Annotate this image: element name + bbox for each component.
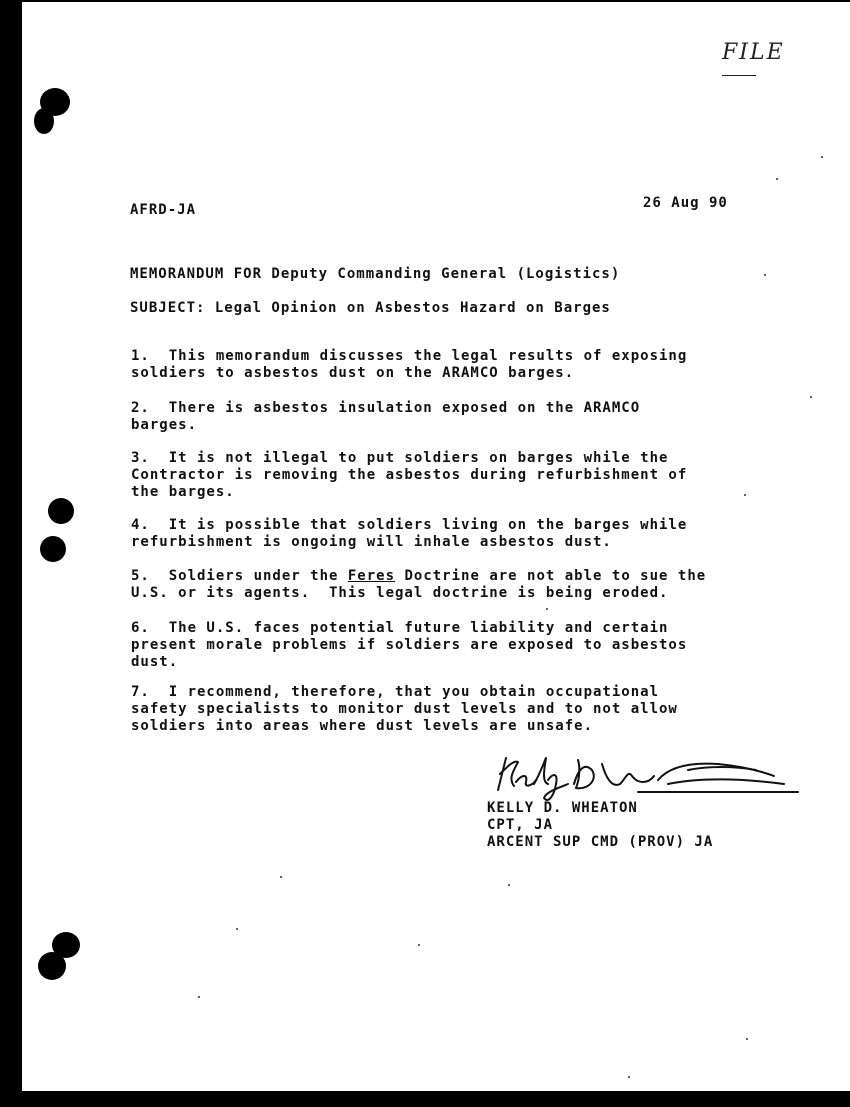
paragraph-line: Contractor is removing the asbestos during refurbishment of — [131, 467, 688, 483]
scan-border-top — [22, 0, 850, 2]
office-symbol: AFRD-JA — [130, 202, 197, 218]
scan-speck — [280, 876, 282, 878]
paragraph-text: Doctrine are not able to sue the — [404, 568, 707, 584]
paragraph-line: 6. The U.S. faces potential future liability and certain — [131, 620, 669, 636]
scan-speck — [744, 494, 746, 496]
paragraph-line: safety specialists to monitor dust levels and to not allow — [131, 701, 678, 717]
paragraph-text: Soldiers under the — [168, 568, 339, 584]
scan-speck — [198, 996, 200, 998]
scan-border-left — [0, 0, 22, 1107]
paragraph-line: 4. It is possible that soldiers living on the barges while — [131, 517, 688, 533]
scan-speck — [746, 1038, 748, 1040]
subject-line: SUBJECT: Legal Opinion on Asbestos Hazard on Barges — [130, 300, 611, 316]
scan-speck — [418, 944, 420, 946]
paragraph-line: soldiers into areas where dust levels are unsafe. — [131, 718, 594, 734]
scan-speck — [236, 928, 238, 930]
paragraph-line — [131, 568, 706, 585]
paragraph-6 — [131, 620, 687, 671]
punch-hole — [48, 498, 74, 524]
paragraph-4 — [131, 517, 687, 551]
scan-speck — [810, 396, 812, 398]
paragraph-line: present morale problems if soldiers are exposed to asbestos — [131, 637, 688, 653]
paragraph-number: 5. — [131, 568, 150, 584]
paragraph-line: barges. — [131, 417, 198, 433]
scan-speck — [508, 884, 510, 886]
feres-term: Feres — [347, 568, 396, 584]
scan-speck — [776, 178, 778, 180]
paragraph-line: 7. I recommend, therefore, that you obtain occupational — [131, 684, 660, 700]
signer-name: KELLY D. WHEATON — [487, 800, 638, 816]
paragraph-line: the barges. — [131, 484, 235, 500]
paragraph-line: 1. This memorandum discusses the legal results of exposing — [131, 348, 688, 364]
punch-hole — [34, 108, 54, 134]
signer-rank: CPT, JA — [487, 817, 554, 833]
scan-speck — [546, 608, 548, 610]
memo-for-line: MEMORANDUM FOR Deputy Commanding General (Logistics) — [130, 266, 621, 282]
paragraph-3 — [131, 450, 687, 501]
paragraph-line: soldiers to asbestos dust on the ARAMCO barges. — [131, 365, 575, 381]
scan-speck — [821, 156, 823, 158]
punch-hole — [40, 536, 66, 562]
signer-unit: ARCENT SUP CMD (PROV) JA — [487, 834, 714, 850]
handwritten-file-note: FILE — [722, 40, 785, 65]
paragraph-1 — [131, 348, 687, 382]
scan-border-bottom — [0, 1091, 850, 1107]
paragraph-line: 3. It is not illegal to put soldiers on barges while the — [131, 450, 669, 466]
handwritten-signature — [488, 740, 800, 806]
scan-speck — [628, 1076, 630, 1078]
punch-hole — [38, 952, 66, 980]
handwritten-underline — [722, 75, 756, 76]
scan-speck — [764, 274, 766, 276]
paragraph-7 — [131, 684, 678, 735]
paragraph-2 — [131, 400, 640, 434]
paragraph-line: refurbishment is ongoing will inhale asbestos dust. — [131, 534, 612, 550]
paragraph-line: 2. There is asbestos insulation exposed on the ARAMCO — [131, 400, 641, 416]
paragraph-line: dust. — [131, 654, 179, 670]
paragraph-line: U.S. or its agents. This legal doctrine is being eroded. — [131, 585, 669, 601]
memo-date: 26 Aug 90 — [643, 195, 728, 211]
paragraph-5 — [131, 568, 706, 602]
